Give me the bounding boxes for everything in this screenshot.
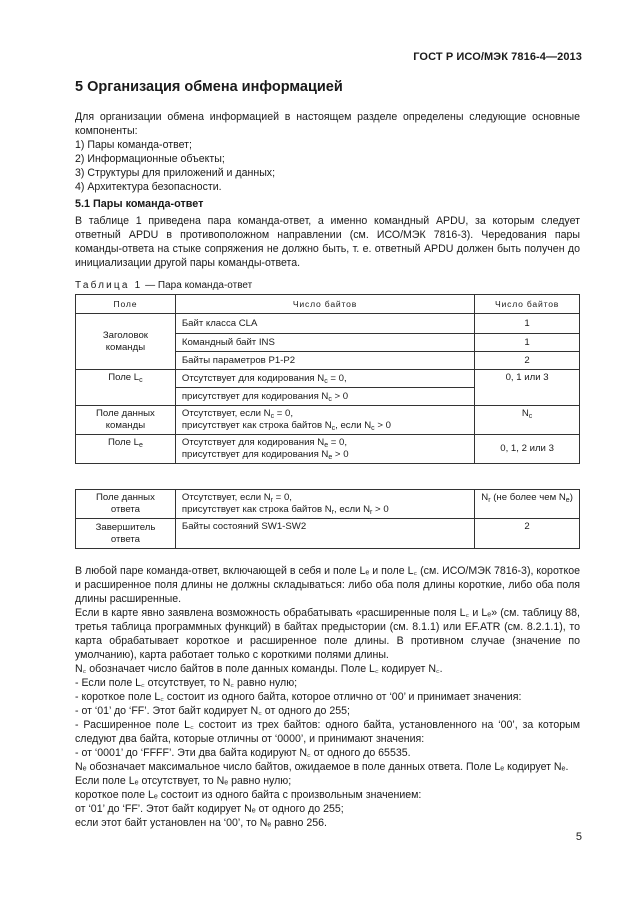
- paragraph: короткое поле Lₑ состоит из одного байта с произвольным значением:: [75, 789, 422, 801]
- table-row: [76, 435, 580, 464]
- count-cell: 1: [475, 334, 580, 352]
- column-header: Поле: [76, 295, 176, 314]
- table-row: [76, 406, 580, 435]
- paragraph: Если поле Lₑ отсутствует, то Nₑ равно нулю;: [75, 775, 292, 787]
- subsection-title: 5.1 Пары команда-ответ: [75, 198, 204, 210]
- paragraph: - Расширенное поле L꜀ состоит из трех байтов: одного байта, установленного на ‘00’, за которым следуют два байта, которые отличны от ‘0000’, и принимают значения:: [75, 719, 580, 745]
- table-header-row: [76, 295, 580, 314]
- field-cell: Поле $L_c$: [76, 370, 176, 406]
- paragraph: Если в карте явно заявлена возможность обрабатывать «расширенные поля L꜀ и Lₑ» (см. таблицу 88, третья таблица программных функций) в байтах предыстории (см. 8.1.1) или EF.ATR (см. 8.2.1.1), то карта обрабатывает короткое и расширенное поле длины. В противном случае (значение по умолчанию), карта работает только с короткими полями длины.: [75, 607, 580, 661]
- standard-header: ГОСТ Р ИСО/МЭК 7816-4—2013: [413, 51, 582, 63]
- page-number: 5: [575, 831, 582, 843]
- desc-cell: Байты параметров P1-P2: [175, 352, 474, 370]
- subsection-block: [75, 197, 580, 270]
- list-item: 3) Структуры для приложений и данных;: [75, 167, 276, 179]
- paragraph: - Если поле L꜀ отсутствует, то N꜀ равно нулю;: [75, 677, 298, 689]
- count-cell: 2: [475, 519, 580, 549]
- component-list: [75, 138, 580, 194]
- paragraph: N꜀ обозначает число байтов в поле данных команды. Поле L꜀ кодирует N꜀.: [75, 663, 443, 675]
- field-cell: Заголовок команды: [76, 314, 176, 370]
- response-table: [75, 489, 580, 549]
- field-cell: Завершитель ответа: [76, 519, 176, 549]
- paragraph: В любой паре команда-ответ, включающей в себя и поле Lₑ и поле L꜀ (см. ИСО/МЭК 7816-3), короткое и расширенное поля длины не должны складываться: либо оба поля длины короткие, либо оба поля длины расширенные.: [75, 565, 580, 605]
- intro-block: [75, 110, 580, 194]
- list-item: 2) Информационные объекты;: [75, 153, 225, 165]
- table-caption-text: — Пара команда-ответ: [142, 280, 253, 291]
- field-cell: Поле $L_e$: [76, 435, 176, 464]
- list-item: 4) Архитектура безопасности.: [75, 181, 222, 193]
- count-cell: 0, 1, 2 или 3: [475, 435, 580, 464]
- desc-cell: Отсутствует, если $N_r = 0$, присутствует как строка байтов $N_r$, если $N_r > 0$: [175, 490, 474, 519]
- paragraph: Nₑ обозначает максимальное число байтов, ожидаемое в поле данных ответа. Поле Lₑ кодирует Nₑ.: [75, 761, 569, 773]
- desc-cell: Отсутствует, если $N_c = 0$, присутствует как строка байтов $N_c$, если $N_c > 0$: [175, 406, 474, 435]
- count-cell: $N_c$: [475, 406, 580, 435]
- count-cell: 1: [475, 314, 580, 334]
- table-row: [76, 490, 580, 519]
- count-cell: 2: [475, 352, 580, 370]
- body-text: [75, 564, 580, 830]
- intro-text: Для организации обмена информацией в настоящем разделе определены следующие основные компоненты:: [75, 111, 580, 137]
- apdu-table-bottom: [75, 489, 580, 549]
- desc-cell: присутствует для кодирования $N_c > 0$: [175, 388, 474, 406]
- paragraph: - от ‘0001’ до ‘FFFF’. Эти два байта кодируют N꜀ от одного до 65535.: [75, 747, 411, 759]
- field-cell: Поле данных ответа: [76, 490, 176, 519]
- table-caption: [75, 279, 580, 293]
- table-caption-label: Таблица 1: [75, 280, 143, 291]
- table-row: [76, 370, 580, 388]
- desc-cell: Командный байт INS: [175, 334, 474, 352]
- paragraph: если этот байт установлен на ‘00’, то Nₑ равно 256.: [75, 817, 327, 829]
- desc-cell: Байт класса CLA: [175, 314, 474, 334]
- apdu-table-top: [75, 294, 580, 464]
- table-row: [76, 314, 580, 334]
- count-cell: 0, 1 или 3: [475, 370, 580, 406]
- command-table: [75, 294, 580, 464]
- column-header: Число байтов: [175, 295, 474, 314]
- section-title: 5 Организация обмена информацией: [75, 79, 343, 95]
- subsection-paragraph: В таблице 1 приведена пара команда-ответ, а именно командный APDU, за которым следует ответный APDU в противоположном направлении (см. ИСО/МЭК 7816-3). Чередования пары команды-ответа на стыке сопряжения не должно быть, т. е. ответный APDU должен быть получен до инициализации другой пары команды-ответа.: [75, 215, 580, 269]
- field-cell: Поле данных команды: [76, 406, 176, 435]
- table-row: [76, 519, 580, 549]
- count-cell: $N_r$ (не более чем $N_e$): [475, 490, 580, 519]
- desc-cell: Байты состояний SW1-SW2: [175, 519, 474, 549]
- desc-cell: Отсутствует для кодирования $N_e = 0$, присутствует для кодирования $N_e > 0$: [175, 435, 474, 464]
- desc-cell: Отсутствует для кодирования $N_c = 0$,: [175, 370, 474, 388]
- column-header: Число байтов: [475, 295, 580, 314]
- paragraph: - короткое поле L꜀ состоит из одного байта, которое отлично от ‘00’ и принимает значения:: [75, 691, 522, 703]
- paragraph: - от ‘01’ до ‘FF’. Этот байт кодирует N꜀ от одного до 255;: [75, 705, 350, 717]
- list-item: 1) Пары команда-ответ;: [75, 139, 192, 151]
- paragraph: от ‘01’ до ‘FF’. Этот байт кодирует Nₑ от одного до 255;: [75, 803, 344, 815]
